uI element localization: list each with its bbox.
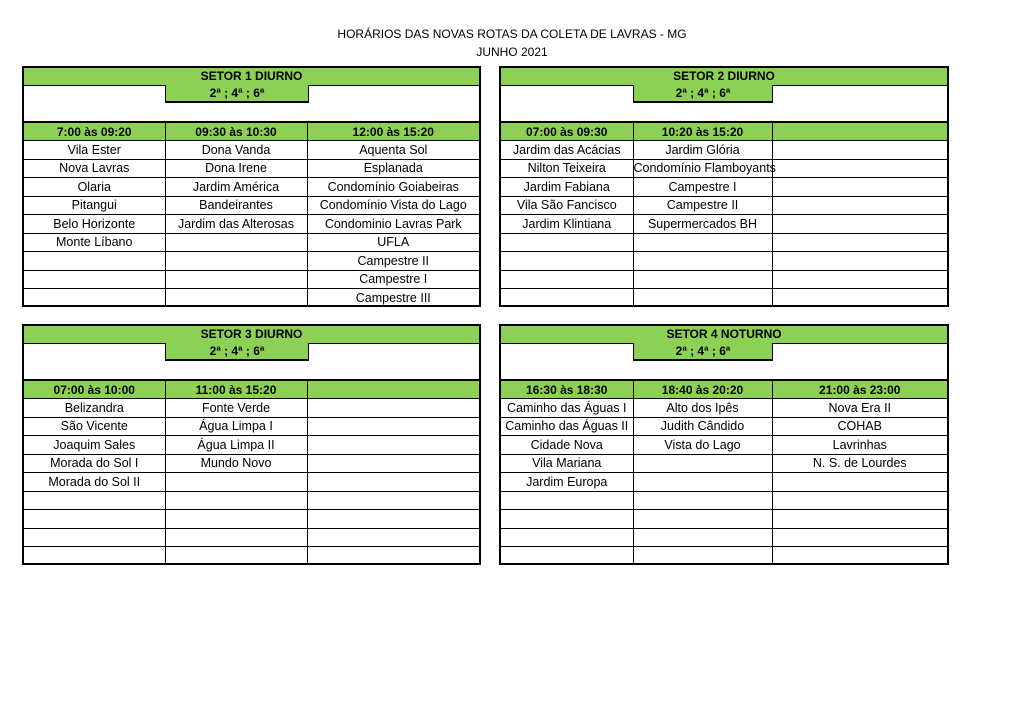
table-cell	[24, 510, 165, 529]
table-row	[501, 141, 947, 160]
column-header: 7:00 às 09:20	[24, 122, 165, 141]
table-cell	[772, 473, 947, 492]
table-cell	[772, 215, 947, 234]
table-cell	[24, 528, 165, 547]
table-cell: Campestre I	[633, 178, 772, 197]
table-body	[24, 141, 479, 307]
table-cell	[633, 491, 772, 510]
column-header	[307, 380, 479, 399]
table-row	[501, 270, 947, 289]
table-row	[24, 454, 479, 473]
table-cell: Água Limpa II	[165, 436, 307, 455]
table-cell	[772, 252, 947, 271]
table-cell: Dona Vanda	[165, 141, 307, 160]
table-row	[24, 289, 479, 307]
table-cell: Belo Horizonte	[24, 215, 165, 234]
table-cell	[772, 510, 947, 529]
schedule-table	[501, 379, 947, 565]
table-cell	[501, 510, 633, 529]
table-row	[24, 141, 479, 160]
sector-block-2	[499, 66, 949, 307]
table-cell: Jardim das Acácias	[501, 141, 633, 160]
table-cell	[307, 528, 479, 547]
table-cell	[633, 528, 772, 547]
table-cell	[772, 159, 947, 178]
table-cell: Morada do Sol I	[24, 454, 165, 473]
column-header: 11:00 às 15:20	[165, 380, 307, 399]
table-cell	[165, 233, 307, 252]
table-row	[24, 436, 479, 455]
table-row	[24, 178, 479, 197]
table-body	[24, 399, 479, 565]
table-cell	[165, 252, 307, 271]
table-row	[24, 233, 479, 252]
table-row	[24, 547, 479, 565]
table-cell: Fonte Verde	[165, 399, 307, 418]
table-header-row	[501, 122, 947, 141]
table-cell: Vila São Fancisco	[501, 196, 633, 215]
sector-block-3	[22, 324, 481, 565]
table-cell	[633, 252, 772, 271]
table-cell	[501, 289, 633, 307]
table-cell: Campestre I	[307, 270, 479, 289]
table-cell: Nova Era II	[772, 399, 947, 418]
table-cell: Água Limpa I	[165, 417, 307, 436]
sector-title: SETOR 3 DIURNO	[24, 326, 479, 344]
table-cell: COHAB	[772, 417, 947, 436]
sector-title: SETOR 2 DIURNO	[501, 68, 947, 86]
schedule-table	[24, 121, 479, 307]
table-cell: Aquenta Sol	[307, 141, 479, 160]
table-cell	[633, 270, 772, 289]
table-row	[24, 159, 479, 178]
table-cell	[633, 454, 772, 473]
table-cell: Caminho das Águas I	[501, 399, 633, 418]
table-row	[24, 215, 479, 234]
table-cell: Lavrinhas	[772, 436, 947, 455]
column-header: 09:30 às 10:30	[165, 122, 307, 141]
table-cell: Pitangui	[24, 196, 165, 215]
sector-spacer	[24, 361, 479, 380]
table-cell: Belizandra	[24, 399, 165, 418]
column-header: 07:00 às 09:30	[501, 122, 633, 141]
table-cell	[633, 233, 772, 252]
table-row	[501, 510, 947, 529]
table-cell	[772, 196, 947, 215]
table-row	[501, 399, 947, 418]
document-subtitle: JUNHO 2021	[476, 45, 548, 59]
table-cell	[307, 510, 479, 529]
table-row	[24, 252, 479, 271]
sector-spacer	[501, 361, 947, 380]
table-cell	[633, 510, 772, 529]
table-row	[24, 510, 479, 529]
table-cell	[501, 252, 633, 271]
table-cell: Joaquim Sales	[24, 436, 165, 455]
table-row	[501, 528, 947, 547]
sector-days: 2ª ; 4ª ; 6ª	[165, 85, 309, 103]
table-cell	[165, 528, 307, 547]
table-cell	[501, 233, 633, 252]
table-cell	[633, 473, 772, 492]
table-cell	[772, 528, 947, 547]
table-cell	[307, 417, 479, 436]
sector-title: SETOR 1 DIURNO	[24, 68, 479, 86]
table-cell: Monte Líbano	[24, 233, 165, 252]
table-cell: Supermercados BH	[633, 215, 772, 234]
column-header: 18:40 às 20:20	[633, 380, 772, 399]
table-row	[24, 417, 479, 436]
schedule-table	[501, 121, 947, 307]
table-cell: Morada do Sol II	[24, 473, 165, 492]
table-cell: Jardim Europa	[501, 473, 633, 492]
table-cell	[772, 289, 947, 307]
table-row	[501, 289, 947, 307]
column-header: 12:00 às 15:20	[307, 122, 479, 141]
table-row	[501, 491, 947, 510]
table-cell: Vila Mariana	[501, 454, 633, 473]
column-header: 10:20 às 15:20	[633, 122, 772, 141]
table-row	[24, 473, 479, 492]
table-cell: Nilton Teixeira	[501, 159, 633, 178]
table-cell	[307, 491, 479, 510]
table-cell: Jardim Klintiana	[501, 215, 633, 234]
sector-days: 2ª ; 4ª ; 6ª	[633, 343, 773, 361]
table-cell	[307, 473, 479, 492]
column-header: 21:00 às 23:00	[772, 380, 947, 399]
table-cell: N. S. de Lourdes	[772, 454, 947, 473]
table-cell: Condomínio Vista do Lago	[307, 196, 479, 215]
schedule-table	[24, 379, 479, 565]
table-cell	[772, 547, 947, 565]
table-cell	[633, 547, 772, 565]
table-cell	[165, 270, 307, 289]
table-cell	[772, 270, 947, 289]
table-cell	[24, 252, 165, 271]
table-cell	[165, 510, 307, 529]
table-cell	[24, 289, 165, 307]
document-title: HORÁRIOS DAS NOVAS ROTAS DA COLETA DE LAVRAS - MG	[337, 27, 687, 41]
table-row	[24, 491, 479, 510]
table-cell	[165, 491, 307, 510]
table-cell	[772, 491, 947, 510]
table-row	[501, 547, 947, 565]
table-row	[24, 270, 479, 289]
column-header: 07:00 às 10:00	[24, 380, 165, 399]
table-cell: Campestre II	[633, 196, 772, 215]
table-cell	[501, 270, 633, 289]
table-cell: Cidade Nova	[501, 436, 633, 455]
table-row	[501, 215, 947, 234]
table-cell	[633, 289, 772, 307]
table-cell: Nova Lavras	[24, 159, 165, 178]
table-row	[501, 454, 947, 473]
table-row	[501, 178, 947, 197]
table-cell: Jardim América	[165, 178, 307, 197]
table-cell	[501, 528, 633, 547]
table-row	[501, 196, 947, 215]
table-row	[501, 473, 947, 492]
table-body	[501, 399, 947, 565]
table-cell: São Vicente	[24, 417, 165, 436]
table-cell	[307, 436, 479, 455]
sector-block-4	[499, 324, 949, 565]
sector-title: SETOR 4 NOTURNO	[501, 326, 947, 344]
table-body	[501, 141, 947, 307]
table-cell	[24, 270, 165, 289]
table-row	[501, 417, 947, 436]
sector-spacer	[24, 103, 479, 122]
table-cell: Mundo Novo	[165, 454, 307, 473]
table-cell: UFLA	[307, 233, 479, 252]
table-cell: Jardim Fabiana	[501, 178, 633, 197]
table-cell: Campestre III	[307, 289, 479, 307]
table-cell: Jardim Glória	[633, 141, 772, 160]
table-cell: Vila Ester	[24, 141, 165, 160]
table-cell: Vista do Lago	[633, 436, 772, 455]
table-row	[501, 159, 947, 178]
table-cell	[772, 233, 947, 252]
table-cell	[772, 141, 947, 160]
table-cell	[24, 547, 165, 565]
table-cell	[307, 399, 479, 418]
table-cell	[501, 547, 633, 565]
table-cell: Bandeirantes	[165, 196, 307, 215]
table-header-row	[24, 122, 479, 141]
sector-days: 2ª ; 4ª ; 6ª	[165, 343, 309, 361]
table-cell: Caminho das Águas II	[501, 417, 633, 436]
table-cell	[165, 547, 307, 565]
table-cell	[501, 491, 633, 510]
sector-spacer	[501, 103, 947, 122]
column-header	[772, 122, 947, 141]
table-cell: Condomínio Goiabeiras	[307, 178, 479, 197]
table-cell	[307, 454, 479, 473]
table-cell: Judith Cândido	[633, 417, 772, 436]
table-cell: Olaria	[24, 178, 165, 197]
table-row	[24, 196, 479, 215]
table-row	[24, 399, 479, 418]
table-cell: Condomínio Flamboyants	[633, 159, 772, 178]
table-cell	[307, 547, 479, 565]
sector-days: 2ª ; 4ª ; 6ª	[633, 85, 773, 103]
table-row	[501, 252, 947, 271]
table-row	[24, 528, 479, 547]
table-header-row	[24, 380, 479, 399]
table-cell	[165, 289, 307, 307]
table-cell	[24, 491, 165, 510]
table-cell: Condominio Lavras Park	[307, 215, 479, 234]
table-cell	[772, 178, 947, 197]
table-row	[501, 436, 947, 455]
table-header-row	[501, 380, 947, 399]
table-row	[501, 233, 947, 252]
table-cell	[165, 473, 307, 492]
column-header: 16:30 às 18:30	[501, 380, 633, 399]
table-cell: Alto dos Ipês	[633, 399, 772, 418]
table-cell: Campestre II	[307, 252, 479, 271]
sector-block-1	[22, 66, 481, 307]
table-cell: Jardim das Alterosas	[165, 215, 307, 234]
table-cell: Esplanada	[307, 159, 479, 178]
table-cell: Dona Irene	[165, 159, 307, 178]
